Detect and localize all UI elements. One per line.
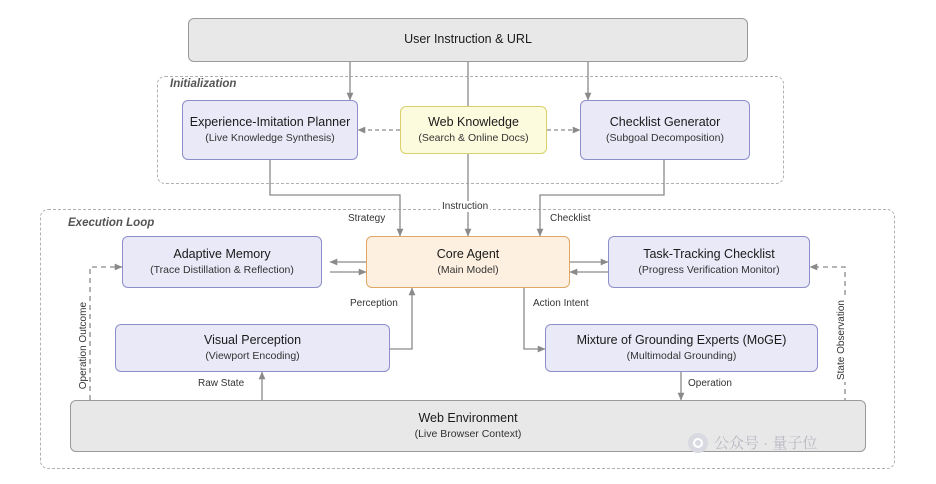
node-task-tracking-checklist-sub: (Progress Verification Monitor) [638, 264, 780, 277]
node-visual-perception-title: Visual Perception [203, 332, 302, 347]
edge-label-checklist: Checklist [550, 213, 591, 224]
node-adaptive-memory[interactable] [122, 236, 322, 288]
node-core-agent-title: Core Agent [436, 246, 500, 261]
node-user-instruction[interactable] [188, 18, 748, 62]
node-task-tracking-checklist[interactable] [608, 236, 810, 288]
node-task-tracking-checklist-title: Task-Tracking Checklist [643, 246, 775, 261]
node-experience-planner-sub: (Live Knowledge Synthesis) [205, 132, 335, 145]
edge-label-operation-outcome: Operation Outcome [78, 302, 89, 390]
watermark-logo-icon [688, 433, 708, 453]
node-checklist-generator-title: Checklist Generator [609, 114, 721, 129]
edge-label-raw-state: Raw State [198, 378, 245, 389]
node-web-knowledge-sub: (Search & Online Docs) [418, 132, 529, 145]
node-web-knowledge-title: Web Knowledge [428, 114, 519, 129]
edge-label-state-observation: State Observation [836, 300, 847, 381]
node-web-environment-title: Web Environment [418, 410, 518, 425]
edge-label-perception: Perception [350, 298, 398, 309]
node-checklist-generator-sub: (Subgoal Decomposition) [606, 132, 724, 145]
node-web-environment-sub: (Live Browser Context) [414, 428, 522, 441]
node-adaptive-memory-title: Adaptive Memory [173, 246, 271, 261]
edge-label-action-intent: Action Intent [533, 298, 589, 309]
edge-label-strategy: Strategy [348, 213, 386, 224]
watermark-text: 公众号 · 量子位 [714, 435, 818, 452]
node-user-instruction-title: User Instruction & URL [404, 32, 532, 47]
node-experience-planner-title: Experience-Imitation Planner [189, 114, 351, 129]
node-visual-perception[interactable] [115, 324, 390, 372]
node-web-knowledge[interactable] [400, 106, 547, 154]
edge-label-operation: Operation [688, 378, 732, 389]
group-execution-loop-label: Execution Loop [64, 217, 158, 229]
edge-label-instruction: Instruction [442, 201, 489, 212]
group-initialization-label: Initialization [166, 78, 240, 90]
node-checklist-generator[interactable] [580, 100, 750, 160]
node-adaptive-memory-sub: (Trace Distillation & Reflection) [150, 264, 294, 277]
node-experience-planner[interactable] [182, 100, 358, 160]
node-moge-title: Mixture of Grounding Experts (MoGE) [576, 332, 787, 347]
node-moge-sub: (Multimodal Grounding) [626, 350, 737, 363]
watermark [688, 432, 817, 453]
node-visual-perception-sub: (Viewport Encoding) [205, 350, 300, 363]
node-moge[interactable] [545, 324, 818, 372]
node-core-agent[interactable] [366, 236, 570, 288]
node-core-agent-sub: (Main Model) [437, 264, 499, 277]
